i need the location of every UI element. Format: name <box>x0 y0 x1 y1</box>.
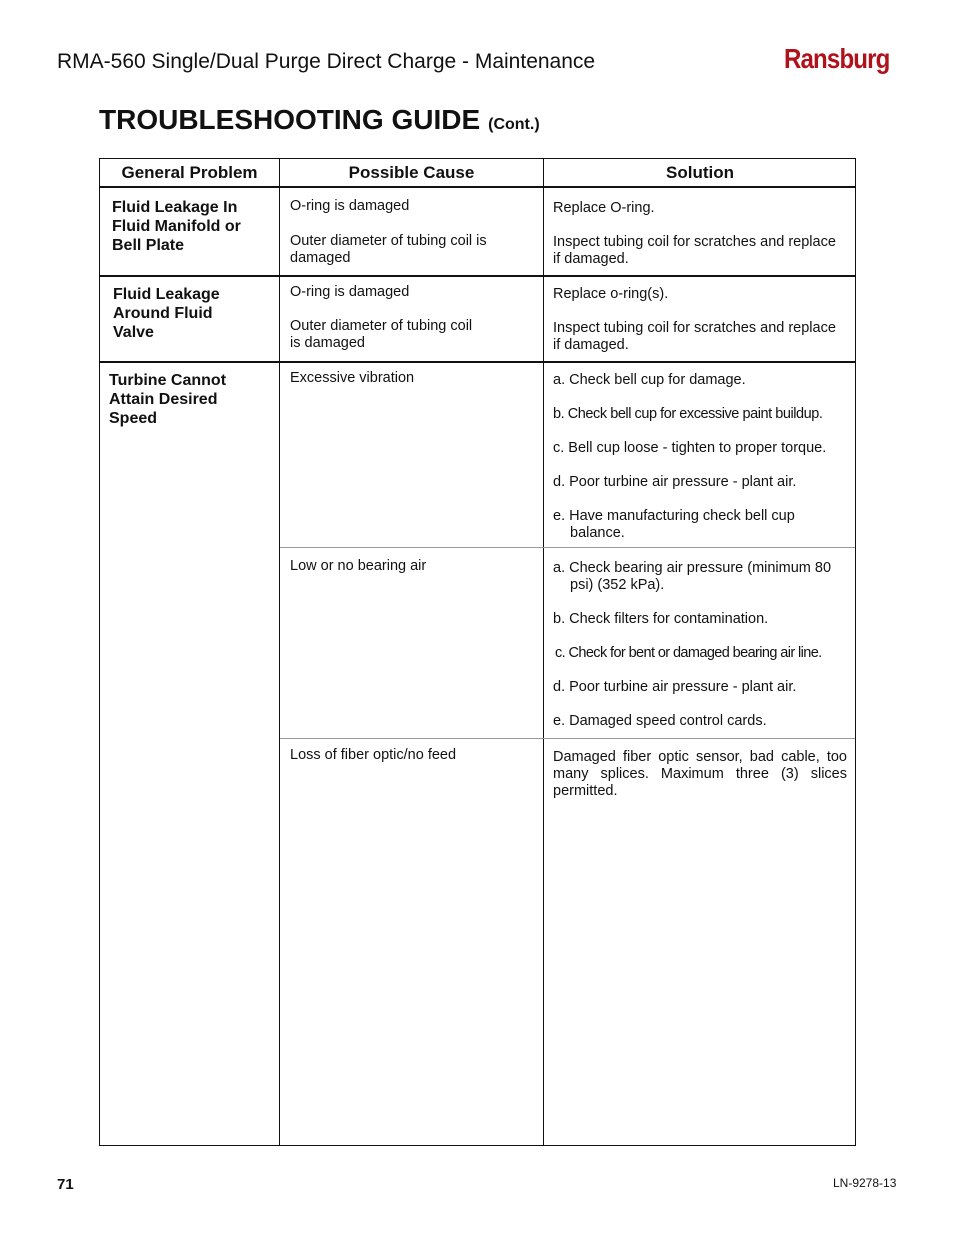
brand-logo: Ransburg <box>784 43 890 74</box>
problem-line: Fluid Manifold or <box>112 218 241 235</box>
solution-line: d. Poor turbine air pressure - plant air. <box>553 679 797 695</box>
solutions-low-bearing-air <box>553 560 849 730</box>
problem-line: Speed <box>109 410 158 427</box>
solution-line: a. Check bearing air pressure (minimum 80 psi) (352 kPa). <box>553 560 832 593</box>
solution-line: if damaged. <box>553 337 629 353</box>
solution-line: e. Damaged speed control cards. <box>553 713 767 729</box>
header-divider <box>100 186 855 188</box>
row-divider <box>100 361 855 363</box>
cause-low-bearing-air: Low or no bearing air <box>290 558 427 574</box>
solution-line: Damaged fiber optic sensor, bad cable, too many splices. Maximum three (3) slices permitted. <box>553 749 847 799</box>
solutions-fiber-optic-loss <box>553 749 847 800</box>
cause-excessive-vibration: Excessive vibration <box>290 370 415 386</box>
cause-line: Outer diameter of tubing coil <box>290 318 473 334</box>
solution-line: Replace o-ring(s). <box>553 286 669 302</box>
column-header-possible-cause: Possible Cause <box>348 163 475 182</box>
problem-line: Attain Desired <box>109 391 218 408</box>
cause-fiber-optic-loss: Loss of fiber optic/no feed <box>290 747 457 763</box>
troubleshooting-table <box>99 158 856 1146</box>
section-title <box>99 104 540 136</box>
column-divider <box>543 159 544 1145</box>
row-divider <box>100 275 855 277</box>
row-3-problem <box>109 371 226 428</box>
row-1-problem <box>112 198 241 255</box>
row-2-problem <box>113 285 220 342</box>
section-title-text: TROUBLESHOOTING GUIDE <box>99 104 481 135</box>
solution-line: b. Check bell cup for excessive paint buildup. <box>553 406 823 422</box>
sub-row-divider <box>280 738 855 739</box>
solution-line: d. Poor turbine air pressure - plant air. <box>553 474 797 490</box>
problem-line: Turbine Cannot <box>109 372 227 389</box>
problem-line: Around Fluid <box>113 305 213 322</box>
solution-line: c. Check for bent or damaged bearing air line. <box>555 645 822 661</box>
solution-line: e. Have manufacturing check bell cup balance. <box>553 508 795 541</box>
problem-line: Fluid Leakage In <box>112 199 238 216</box>
solution-line: a. Check bell cup for damage. <box>553 372 746 388</box>
cause-line: O-ring is damaged <box>290 198 410 214</box>
cause-line: Outer diameter of tubing coil is <box>290 233 487 249</box>
sub-row-divider <box>280 547 855 548</box>
cause-line: is damaged <box>290 335 365 351</box>
solution-line: c. Bell cup loose - tighten to proper torque. <box>553 440 827 456</box>
problem-line: Fluid Leakage <box>113 286 220 303</box>
solution-line: b. Check filters for contamination. <box>553 611 769 627</box>
solution-line: Replace O-ring. <box>553 200 655 216</box>
page-number: 71 <box>57 1176 74 1193</box>
row-1-cause <box>290 198 530 267</box>
column-divider <box>279 159 280 1145</box>
solution-line: if damaged. <box>553 251 629 267</box>
solution-line: Inspect tubing coil for scratches and replace <box>553 320 836 336</box>
solution-line: Inspect tubing coil for scratches and replace <box>553 234 836 250</box>
row-2-cause <box>290 284 530 352</box>
problem-line: Valve <box>113 324 154 341</box>
row-2-solution <box>553 286 849 354</box>
row-1-solution <box>553 200 849 268</box>
page-header-title: RMA-560 Single/Dual Purge Direct Charge - Maintenance <box>57 50 596 73</box>
column-header-general-problem: General Problem <box>121 163 258 182</box>
column-header-solution: Solution <box>666 163 734 182</box>
solutions-excessive-vibration <box>553 372 849 542</box>
problem-line: Bell Plate <box>112 237 185 254</box>
cause-line: O-ring is damaged <box>290 284 410 300</box>
cause-line: damaged <box>290 250 351 266</box>
document-number: LN-9278-13 <box>833 1176 897 1190</box>
section-title-cont: (Cont.) <box>488 116 540 133</box>
